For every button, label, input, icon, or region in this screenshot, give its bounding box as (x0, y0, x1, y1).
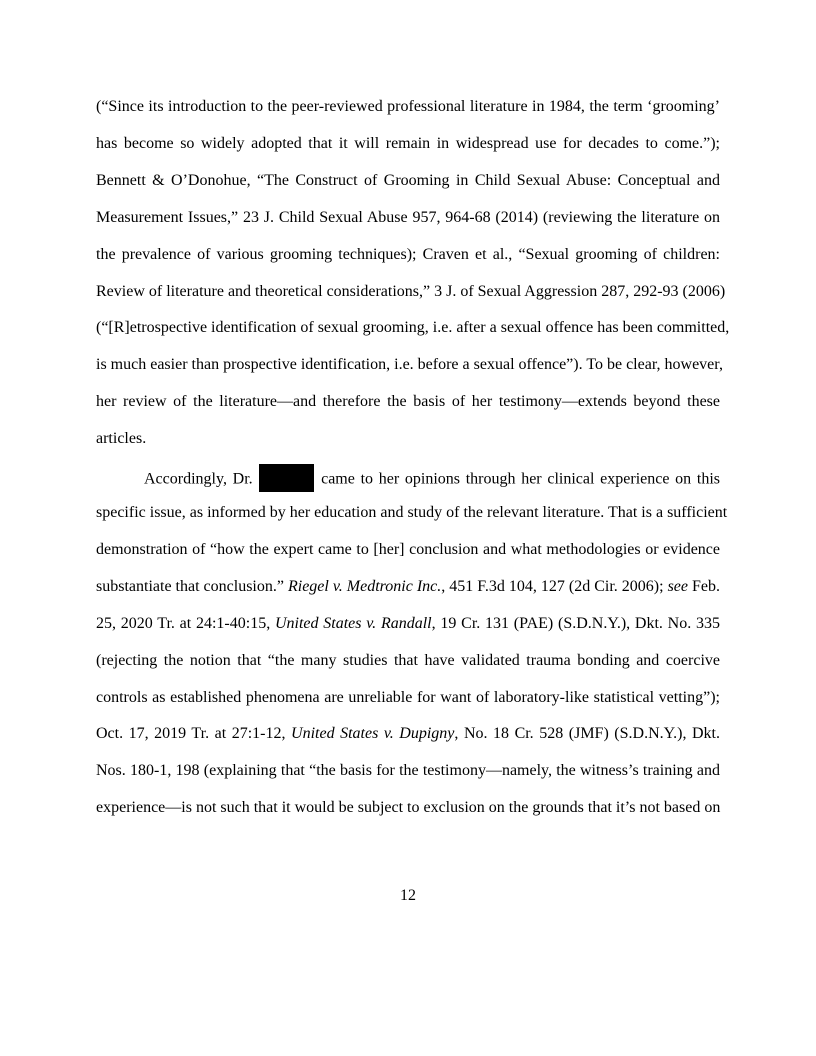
text-fragment: , 451 F.3d 104, 127 (2d Cir. 2006); (441, 578, 668, 595)
text-fragment: came to her opinions through her clinical experience on this (321, 470, 720, 488)
text-line: articles. (96, 430, 147, 447)
redaction-box (259, 464, 314, 492)
case-name: United States v. Randall (274, 615, 432, 632)
text-fragment: substantiate that conclusion.” (96, 578, 288, 595)
text-line: Bennett & O’Donohue, “The Construct of Grooming in Child Sexual Abuse: Conceptual and (96, 172, 720, 189)
signal-word: see (667, 578, 689, 595)
page-number: 12 (400, 887, 416, 904)
text-line-citation (96, 724, 720, 744)
text-fragment: , No. 18 Cr. 528 (JMF) (S.D.N.Y.), Dkt. (454, 725, 720, 742)
case-name: Riegel v. Medtronic Inc. (287, 578, 442, 595)
text-line: demonstration of “how the expert came to [her] conclusion and what methodologies or evidence (96, 541, 720, 558)
text-line: is much easier than prospective identification, i.e. before a sexual offence”). To be clear, however, (96, 356, 723, 373)
text-line: specific issue, as informed by her education and study of the relevant literature. That is a sufficient (96, 504, 728, 521)
text-line-citation (96, 577, 720, 597)
text-line: experience—is not such that it would be subject to exclusion on the grounds that it’s not based on (96, 799, 721, 816)
text-fragment: Feb. (688, 578, 721, 595)
text-line: the prevalence of various grooming techniques); Craven et al., “Sexual grooming of children: (96, 246, 720, 263)
text-fragment: 25, 2020 Tr. at 24:1-40:15, (96, 615, 275, 632)
text-line: Nos. 180-1, 198 (explaining that “the basis for the testimony—namely, the witness’s training and (96, 762, 720, 779)
case-name: United States v. Dupigny (291, 725, 455, 742)
text-fragment: , 19 Cr. 131 (PAE) (S.D.N.Y.), Dkt. No. 335 (431, 615, 720, 632)
text-line: has become so widely adopted that it will remain in widespread use for decades to come.”); (96, 135, 720, 152)
text-line: Review of literature and theoretical considerations,” 3 J. of Sexual Aggression 287, 292-93 (2006) (96, 283, 726, 300)
text-line: Measurement Issues,” 23 J. Child Sexual Abuse 957, 964-68 (2014) (reviewing the literature on (96, 209, 720, 226)
text-line: controls as established phenomena are unreliable for want of laboratory-like statistical vetting”); (96, 689, 720, 706)
text-line-redacted (144, 466, 720, 494)
text-line-citation (96, 614, 720, 634)
text-fragment: Accordingly, Dr. (144, 470, 253, 488)
text-line: (rejecting the notion that “the many studies that have validated trauma bonding and coercive (96, 652, 720, 669)
text-line: (“Since its introduction to the peer-reviewed professional literature in 1984, the term ‘grooming’ (96, 98, 720, 115)
text-line: (“[R]etrospective identification of sexual grooming, i.e. after a sexual offence has been committed, (96, 319, 730, 336)
text-fragment: Oct. 17, 2019 Tr. at 27:1-12, (96, 725, 292, 742)
text-line: her review of the literature—and therefore the basis of her testimony—extends beyond these (96, 393, 720, 410)
